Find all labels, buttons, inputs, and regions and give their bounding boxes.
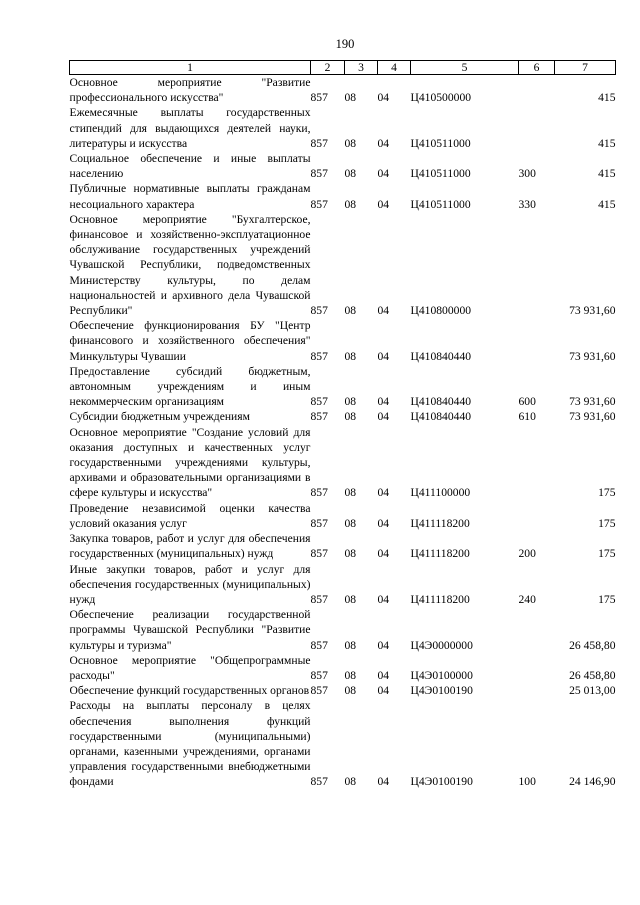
table-row [70,409,616,424]
row-section-code: 08 [344,684,357,698]
row-target-code: Ц411118200 [410,547,470,561]
column-header-name: 1 [70,61,311,75]
row-subsection-code: 04 [377,638,390,652]
table-row [70,531,616,561]
table-row [70,698,616,789]
column-header-subsection: 4 [378,61,411,75]
row-expense-code: 240 [518,592,536,606]
row-subsection-code: 04 [377,668,390,682]
row-section-code: 08 [344,167,357,181]
row-target-code: Ц410511000 [410,167,471,181]
row-amount: 175 [598,486,616,500]
column-header-ministry: 2 [311,61,345,75]
row-section-code: 08 [344,638,357,652]
row-amount: 26 458,80 [569,638,616,652]
row-amount: 175 [598,547,616,561]
row-section-code: 08 [344,668,357,682]
row-target-code: Ц4Э0100190 [410,684,473,698]
row-subsection-code: 04 [377,410,390,424]
row-section-code: 08 [344,410,357,424]
row-subsection-code: 04 [377,197,390,211]
row-section-code: 08 [344,136,357,150]
column-header-section: 3 [345,61,378,75]
row-ministry-code: 857 [310,136,328,150]
table-row [70,653,616,683]
row-section-code: 08 [344,486,357,500]
page-number: 190 [335,37,355,51]
table-row [70,607,616,653]
row-ministry-code: 857 [310,91,328,105]
row-subsection-code: 04 [377,136,390,150]
row-expense-code [519,75,555,106]
row-amount: 25 013,00 [569,684,616,698]
row-subsection-code: 04 [377,91,390,105]
row-name: Закупка товаров, работ и услуг для обеспечения государственных (муниципальных) нужд [69,532,311,561]
row-section-code: 08 [344,775,357,789]
row-section-code: 08 [344,395,357,409]
table-row [70,75,616,106]
row-target-code: Ц410511000 [410,197,471,211]
row-amount: 73 931,60 [569,410,616,424]
row-subsection-code: 04 [377,684,390,698]
row-target-code: Ц411118200 [410,516,470,530]
row-target-code: Ц410840440 [410,395,472,409]
row-target-code: Ц4Э0000000 [410,638,473,652]
row-subsection-code: 04 [377,547,390,561]
row-amount: 415 [598,136,616,150]
row-target-code: Ц410840440 [410,349,472,363]
row-name: Предоставление субсидий бюджетным, автономным учреждениям и иным некоммерческим организациям [69,364,311,409]
row-subsection-code: 04 [377,395,390,409]
row-ministry-code: 857 [310,516,328,530]
row-expense-code: 610 [518,410,536,424]
row-amount: 175 [598,592,616,606]
table-row [70,212,616,318]
row-name: Иные закупки товаров, работ и услуг для обеспечения государственных (муниципальных) нужд [69,562,311,606]
row-amount: 415 [598,167,616,181]
row-ministry-code: 857 [310,349,328,363]
row-subsection-code: 04 [377,775,390,789]
budget-table [69,60,616,790]
table-row [70,318,616,364]
row-ministry-code: 857 [310,668,328,682]
row-target-code: Ц411118200 [410,592,470,606]
column-number-row [70,61,616,75]
row-expense-code: 330 [518,197,536,211]
row-expense-code [519,318,555,364]
row-subsection-code: 04 [377,592,390,606]
row-subsection-code: 04 [377,167,390,181]
row-expense-code: 200 [518,547,536,561]
row-expense-code: 100 [518,775,536,789]
row-subsection-code: 04 [377,516,390,530]
row-ministry-code: 857 [310,167,328,181]
row-expense-code [519,683,555,698]
row-ministry-code: 857 [310,638,328,652]
row-section-code: 08 [344,547,357,561]
row-section-code: 08 [344,592,357,606]
row-expense-code: 600 [518,395,536,409]
table-row [70,364,616,410]
row-ministry-code: 857 [310,547,328,561]
row-ministry-code: 857 [310,197,328,211]
row-name: Основное мероприятие "Создание условий для оказания доступных и качественных услуг государственными учреждениями культуры, архивами и образовательными организациями в сфере культуры и искусства" [69,425,311,500]
row-ministry-code: 857 [310,486,328,500]
row-name: Социальное обеспечение и иные выплаты населению [69,152,311,181]
row-target-code: Ц411100000 [410,486,471,500]
row-target-code: Ц410840440 [410,410,472,424]
table-row [70,501,616,531]
row-section-code: 08 [344,91,357,105]
row-amount: 73 931,60 [569,349,616,363]
row-amount: 73 931,60 [569,304,616,318]
row-subsection-code: 04 [377,349,390,363]
row-subsection-code: 04 [377,304,390,318]
row-expense-code [519,212,555,318]
row-target-code: Ц4Э0100000 [410,668,473,682]
table-row [70,181,616,211]
row-amount: 415 [598,197,616,211]
row-section-code: 08 [344,304,357,318]
row-ministry-code: 857 [310,410,328,424]
row-ministry-code: 857 [310,592,328,606]
row-section-code: 08 [344,516,357,530]
row-name: Обеспечение реализации государственной программы Чувашской Республики "Развитие культуры и туризма" [69,608,311,652]
row-name: Обеспечение функций государственных органов [69,684,310,698]
row-name: Субсидии бюджетным учреждениям [69,410,250,424]
row-section-code: 08 [344,197,357,211]
row-expense-code [519,425,555,501]
row-amount: 415 [598,91,616,105]
row-amount: 26 458,80 [569,668,616,682]
row-expense-code [519,105,555,151]
row-expense-code [519,501,555,531]
row-name: Основное мероприятие "Развитие профессионального искусства" [69,76,311,105]
row-name: Основное мероприятие "Общепрограммные расходы" [69,653,311,682]
row-expense-code [519,653,555,683]
row-amount: 73 931,60 [569,395,616,409]
table-row [70,425,616,501]
row-subsection-code: 04 [377,486,390,500]
row-target-code: Ц410500000 [410,91,472,105]
table-row [70,105,616,151]
column-header-amount: 7 [555,61,616,75]
column-header-expense: 6 [519,61,555,75]
row-expense-code [519,607,555,653]
row-target-code: Ц410800000 [410,304,472,318]
row-name: Публичные нормативные выплаты гражданам несоциального характера [69,182,311,211]
column-header-target: 5 [411,61,519,75]
row-section-code: 08 [344,349,357,363]
row-ministry-code: 857 [310,395,328,409]
row-ministry-code: 857 [310,304,328,318]
row-target-code: Ц410511000 [410,136,471,150]
table-row [70,683,616,698]
row-name: Расходы на выплаты персоналу в целях обеспечения выполнения функций государственными (муниципальными) органами, казенными учреждениями, органами управления государственными внебюджетными фондами [69,699,311,789]
row-target-code: Ц4Э0100190 [410,775,473,789]
table-row [70,151,616,181]
row-ministry-code: 857 [310,775,328,789]
row-amount: 175 [598,516,616,530]
row-name: Ежемесячные выплаты государственных стипендий для выдающихся деятелей науки, литературы и искусства [69,106,311,150]
row-name: Основное мероприятие "Бухгалтерское, финансовое и хозяйственно-эксплуатационное обслуживание государственных учреждений Чувашской Республики, подведомственных Министерству культуры, по делам национальностей и архивного дела Чувашской Республики" [69,212,311,318]
row-ministry-code: 857 [310,684,328,698]
row-amount: 24 146,90 [569,775,616,789]
row-expense-code: 300 [518,167,536,181]
table-row [70,562,616,608]
row-name: Проведение независимой оценки качества условий оказания услуг [69,501,311,530]
row-name: Обеспечение функционирования БУ "Центр финансового и хозяйственного обеспечения" Минкультуры Чувашии [69,319,311,363]
